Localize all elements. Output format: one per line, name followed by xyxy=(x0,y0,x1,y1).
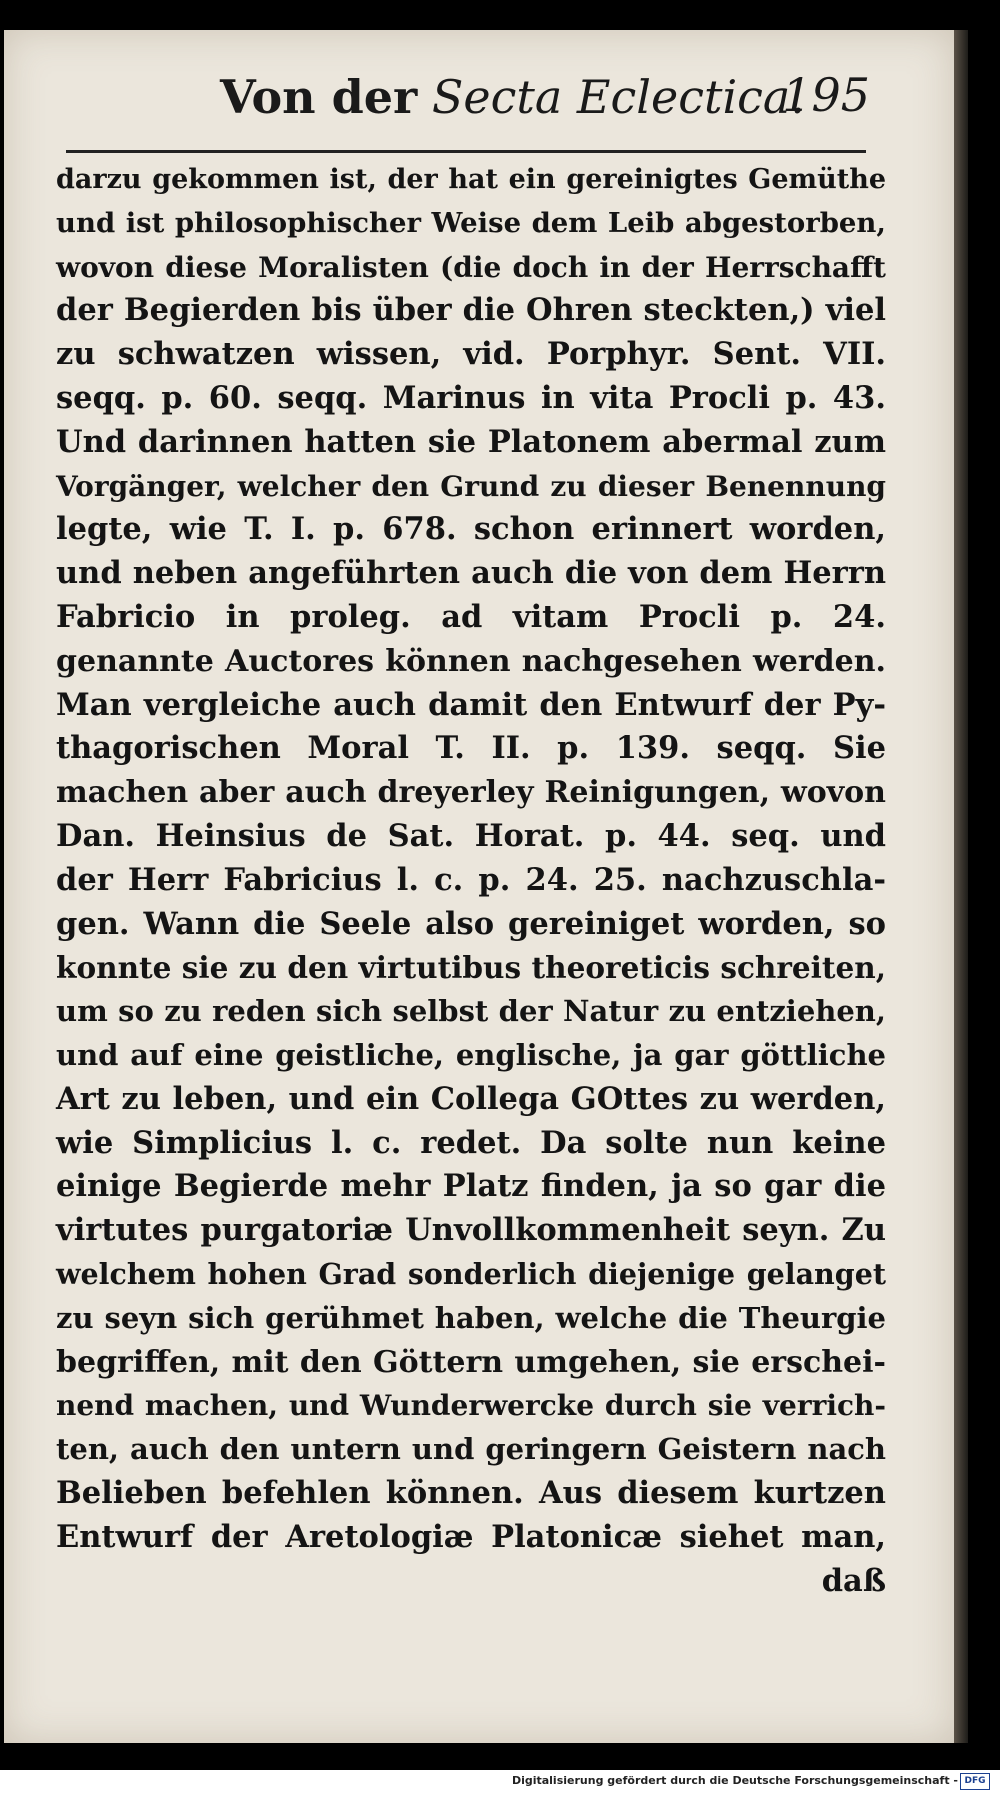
text-line: thagorischen Moral T. II. p. 139. seqq. Sie xyxy=(56,730,886,767)
text-line: Entwurf der Aretologiæ Platonicæ siehet man, xyxy=(56,1518,886,1555)
text-line: Fabricio in proleg. ad vitam Procli p. 24. xyxy=(56,598,886,635)
text-line: machen aber auch dreyerley Reinigungen, wovon xyxy=(56,775,886,811)
text-line: Dan. Heinsius de Sat. Horat. p. 44. seq. und xyxy=(56,817,886,854)
text-line: nend machen, und Wunderwercke durch sie verrich- xyxy=(56,1389,886,1423)
text-line: ten, auch den untern und geringern Geistern nach xyxy=(56,1432,886,1467)
text-line: genannte Auctores können nachgesehen werden. xyxy=(56,643,886,679)
text-line: seqq. p. 60. seqq. Marinus in vita Procli p. 43. xyxy=(56,379,886,416)
running-title xyxy=(220,70,805,124)
body-text xyxy=(56,158,886,1603)
text-line: Und darinnen hatten sie Platonem abermal zum xyxy=(56,423,886,460)
text-line: Man vergleiche auch damit den Entwurf der Py- xyxy=(56,686,886,723)
text-line: und neben angeführten auch die von dem Herrn xyxy=(56,555,886,592)
digitization-footer xyxy=(0,1770,1000,1795)
text-line: welchem hohen Grad sonderlich diejenige gelanget xyxy=(56,1256,886,1291)
text-line: Art zu leben, und ein Collega GOttes zu werden, xyxy=(56,1080,886,1117)
text-line: zu seyn sich gerühmet haben, welche die Theurgie xyxy=(56,1300,886,1335)
text-line: gen. Wann die Seele also gereiniget worden, so xyxy=(56,905,886,942)
text-line: und ist philosophischer Weise dem Leib abgestorben, xyxy=(56,206,886,239)
text-line: wovon diese Moralisten (die doch in der Herrschafft xyxy=(56,250,886,284)
text-line: und auf eine geistliche, englische, ja gar göttliche xyxy=(56,1037,886,1072)
page-edge xyxy=(954,30,968,1743)
text-line: wie Simplicius l. c. redet. Da solte nun keine xyxy=(56,1124,886,1161)
dfg-logo-icon: DFG xyxy=(960,1773,990,1790)
text-line: darzu gekommen ist, der hat ein gereinigtes Gemüthe xyxy=(56,164,886,195)
funding-credit: Digitalisierung gefördert durch die Deutsche Forschungsgemeinschaft - xyxy=(511,1774,958,1787)
text-line: um so zu reden sich selbst der Natur zu entziehen, xyxy=(56,994,886,1029)
header-rule xyxy=(66,150,866,153)
text-line: der Herr Fabricius l. c. p. 24. 25. nachzuschla- xyxy=(56,861,886,898)
catchword: daß xyxy=(821,1562,886,1599)
running-title-roman: Von der xyxy=(220,70,418,124)
text-line: virtutes purgatoriæ Unvollkommenheit seyn. Zu xyxy=(56,1212,886,1249)
text-line: begriffen, mit den Göttern umgehen, sie erschei- xyxy=(56,1344,886,1380)
page-number: 195 xyxy=(782,68,870,122)
text-line: konnte sie zu den virtutibus theoreticis schreiten, xyxy=(56,950,886,986)
text-line: einige Begierde mehr Platz finden, ja so gar die xyxy=(56,1168,886,1205)
text-line: der Begierden bis über die Ohren steckten,) viel xyxy=(56,292,886,329)
page-header xyxy=(70,60,870,140)
text-line: legte, wie T. I. p. 678. schon erinnert worden, xyxy=(56,511,886,548)
text-line: zu schwatzen wissen, vid. Porphyr. Sent. VII. xyxy=(56,336,886,373)
running-title-italic: Secta Eclectica. xyxy=(431,70,805,124)
text-line: Belieben befehlen können. Aus diesem kurtzen xyxy=(56,1474,886,1511)
text-line: Vorgänger, welcher den Grund zu dieser Benennung xyxy=(56,469,886,503)
